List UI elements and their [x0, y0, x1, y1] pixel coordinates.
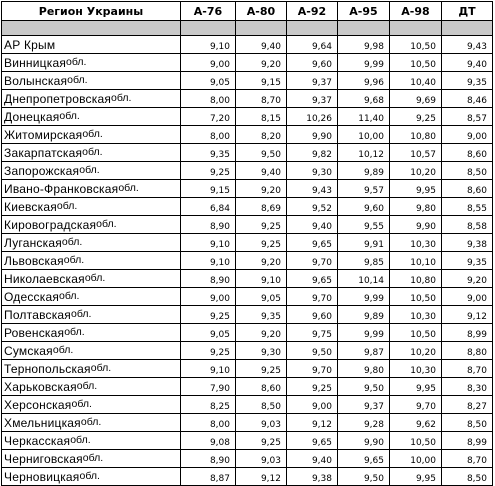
region-name: Луганская	[4, 235, 62, 250]
price-cell: 9,25	[236, 234, 287, 252]
price-cell: 9,25	[181, 306, 236, 324]
price-cell: 9,95	[390, 378, 442, 396]
region-cell	[2, 216, 181, 234]
price-cell: 9,00	[442, 288, 493, 306]
price-cell: 9,80	[390, 198, 442, 216]
price-cell: 8,87	[181, 468, 236, 486]
header-separator-row	[2, 21, 493, 36]
price-cell: 9,00	[442, 126, 493, 144]
price-cell: 9,65	[338, 450, 390, 468]
price-cell: 8,50	[442, 414, 493, 432]
price-cell: 8,57	[442, 108, 493, 126]
table-row	[2, 108, 493, 126]
region-cell	[2, 306, 181, 324]
region-suffix: обл.	[63, 253, 85, 266]
table-row	[2, 252, 493, 270]
price-cell: 10,20	[390, 162, 442, 180]
price-cell: 10,00	[338, 126, 390, 144]
price-cell: 9,00	[181, 54, 236, 72]
price-cell: 9,70	[287, 360, 338, 378]
price-cell: 9,05	[181, 72, 236, 90]
price-cell: 9,10	[181, 36, 236, 54]
price-cell: 9,40	[236, 36, 287, 54]
price-cell: 10,20	[390, 342, 442, 360]
table-row	[2, 126, 493, 144]
price-cell: 10,00	[390, 450, 442, 468]
price-cell: 9,40	[287, 450, 338, 468]
price-cell: 9,99	[338, 54, 390, 72]
region-suffix: обл.	[96, 217, 117, 230]
price-cell: 8,90	[181, 450, 236, 468]
price-cell: 8,69	[236, 198, 287, 216]
price-cell: 10,50	[390, 432, 442, 450]
region-cell	[2, 396, 181, 414]
price-cell: 9,57	[338, 180, 390, 198]
price-cell: 8,30	[442, 378, 493, 396]
price-cell: 10,14	[338, 270, 390, 288]
header-row	[2, 2, 493, 21]
price-cell: 8,46	[442, 90, 493, 108]
region-suffix: обл.	[71, 307, 92, 320]
price-cell: 9,37	[338, 396, 390, 414]
region-cell	[2, 270, 181, 288]
price-cell: 8,15	[236, 108, 287, 126]
table-row	[2, 162, 493, 180]
price-cell: 8,99	[442, 324, 493, 342]
price-cell: 9,62	[390, 414, 442, 432]
header-fuel-a76: А-76	[181, 2, 236, 21]
price-cell: 10,80	[390, 270, 442, 288]
header-fuel-a95: А-95	[338, 2, 390, 21]
price-cell: 9,90	[287, 126, 338, 144]
price-cell: 9,89	[338, 162, 390, 180]
price-cell: 9,10	[236, 270, 287, 288]
price-cell: 9,50	[338, 468, 390, 486]
price-cell: 9,10	[181, 252, 236, 270]
table-row	[2, 468, 493, 486]
price-cell: 9,35	[442, 252, 493, 270]
region-name: АР Крым	[4, 37, 56, 52]
price-cell: 9,43	[442, 36, 493, 54]
price-cell: 9,20	[442, 270, 493, 288]
region-suffix: обл.	[67, 73, 88, 86]
price-cell: 9,65	[287, 234, 338, 252]
table-row	[2, 432, 493, 450]
price-cell: 8,70	[442, 450, 493, 468]
price-cell: 8,50	[236, 396, 287, 414]
price-cell: 9,65	[287, 270, 338, 288]
region-name: Черновицкая	[4, 469, 80, 484]
price-cell: 8,50	[442, 468, 493, 486]
price-cell: 9,30	[287, 162, 338, 180]
region-suffix: обл.	[118, 181, 139, 194]
price-cell: 9,03	[236, 450, 287, 468]
region-suffix: обл.	[79, 469, 100, 482]
price-cell: 9,95	[390, 468, 442, 486]
price-cell: 9,40	[236, 162, 287, 180]
region-name: Ровенская	[4, 325, 65, 340]
price-cell: 9,80	[338, 360, 390, 378]
region-cell	[2, 360, 181, 378]
price-cell: 9,03	[236, 414, 287, 432]
region-suffix: обл.	[76, 379, 98, 392]
region-cell	[2, 162, 181, 180]
region-name: Донецкая	[4, 109, 60, 124]
region-suffix: обл.	[79, 163, 100, 176]
price-cell: 9,12	[236, 468, 287, 486]
table-row	[2, 216, 493, 234]
separator-cell	[181, 21, 236, 36]
region-cell	[2, 288, 181, 306]
header-fuel-a92: А-92	[287, 2, 338, 21]
region-suffix: обл.	[82, 127, 103, 140]
region-cell	[2, 54, 181, 72]
price-cell: 9,38	[287, 468, 338, 486]
region-name: Житомирская	[4, 127, 83, 142]
region-suffix: обл.	[84, 271, 106, 284]
table-row	[2, 54, 493, 72]
header-fuel-a80: А-80	[236, 2, 287, 21]
price-cell: 9,35	[181, 144, 236, 162]
price-cell: 9,85	[338, 252, 390, 270]
price-cell: 9,70	[287, 288, 338, 306]
table-row	[2, 414, 493, 432]
price-cell: 8,00	[181, 126, 236, 144]
region-cell	[2, 180, 181, 198]
region-name: Хмельницкая	[4, 415, 81, 430]
price-cell: 9,25	[236, 360, 287, 378]
price-cell: 8,80	[442, 342, 493, 360]
region-name: Николаевская	[4, 271, 85, 286]
price-cell: 9,28	[338, 414, 390, 432]
price-cell: 9,70	[287, 252, 338, 270]
region-cell	[2, 36, 181, 54]
price-cell: 9,50	[287, 342, 338, 360]
region-cell	[2, 234, 181, 252]
price-cell: 9,96	[338, 72, 390, 90]
header-fuel-diesel: ДТ	[442, 2, 493, 21]
region-name: Херсонская	[4, 397, 72, 412]
price-cell: 7,90	[181, 378, 236, 396]
price-cell: 8,00	[181, 414, 236, 432]
region-suffix: обл.	[111, 91, 132, 104]
price-cell: 9,40	[442, 54, 493, 72]
region-name: Волынская	[4, 73, 68, 88]
price-cell: 9,05	[181, 324, 236, 342]
price-cell: 8,20	[236, 126, 287, 144]
price-cell: 9,43	[287, 180, 338, 198]
price-cell: 9,05	[236, 288, 287, 306]
price-cell: 9,37	[287, 90, 338, 108]
price-cell: 9,20	[236, 324, 287, 342]
region-name: Сумская	[4, 343, 53, 358]
fuel-price-table-container	[1, 1, 493, 486]
price-cell: 6,84	[181, 198, 236, 216]
price-cell: 9,10	[181, 360, 236, 378]
price-cell: 10,12	[338, 144, 390, 162]
price-cell: 9,30	[236, 342, 287, 360]
price-cell: 9,99	[338, 288, 390, 306]
price-cell: 9,15	[236, 72, 287, 90]
price-cell: 10,50	[390, 324, 442, 342]
price-cell: 7,20	[181, 108, 236, 126]
region-suffix: обл.	[66, 55, 87, 68]
price-cell: 9,87	[338, 342, 390, 360]
separator-cell	[236, 21, 287, 36]
price-cell: 10,26	[287, 108, 338, 126]
price-cell: 9,20	[236, 54, 287, 72]
region-suffix: обл.	[82, 451, 104, 464]
price-cell: 8,27	[442, 396, 493, 414]
price-cell: 9,12	[442, 306, 493, 324]
price-cell: 11,40	[338, 108, 390, 126]
price-cell: 8,70	[236, 90, 287, 108]
price-cell: 9,35	[236, 306, 287, 324]
price-cell: 9,38	[442, 234, 493, 252]
region-name: Черниговская	[4, 451, 83, 466]
separator-cell	[2, 21, 181, 36]
price-cell: 8,00	[181, 90, 236, 108]
region-name: Кировоградская	[4, 217, 97, 232]
region-name: Львовская	[4, 253, 64, 268]
price-cell: 10,10	[390, 252, 442, 270]
price-cell: 9,10	[181, 234, 236, 252]
price-cell: 9,20	[236, 252, 287, 270]
price-cell: 9,60	[287, 306, 338, 324]
region-cell	[2, 378, 181, 396]
price-cell: 9,35	[442, 72, 493, 90]
price-cell: 9,50	[338, 378, 390, 396]
price-cell: 9,95	[390, 180, 442, 198]
price-cell: 9,50	[236, 144, 287, 162]
price-cell: 9,40	[287, 216, 338, 234]
region-suffix: обл.	[59, 289, 80, 302]
price-cell: 10,50	[390, 288, 442, 306]
price-cell: 10,57	[390, 144, 442, 162]
region-name: Полтавская	[4, 307, 71, 322]
region-name: Харьковская	[4, 379, 77, 394]
table-row	[2, 180, 493, 198]
region-cell	[2, 198, 181, 216]
region-suffix: обл.	[90, 361, 112, 374]
price-cell: 9,08	[181, 432, 236, 450]
price-cell: 9,60	[338, 198, 390, 216]
separator-cell	[338, 21, 390, 36]
price-cell: 10,30	[390, 234, 442, 252]
price-cell: 9,70	[390, 396, 442, 414]
separator-cell	[442, 21, 493, 36]
price-cell: 9,25	[236, 216, 287, 234]
price-cell: 9,99	[338, 324, 390, 342]
region-name: Ивано-Франковская	[4, 181, 119, 196]
table-row	[2, 324, 493, 342]
price-cell: 8,58	[442, 216, 493, 234]
table-row	[2, 288, 493, 306]
fuel-price-table	[1, 1, 493, 486]
region-cell	[2, 450, 181, 468]
table-row	[2, 360, 493, 378]
price-cell: 9,25	[287, 378, 338, 396]
region-cell	[2, 90, 181, 108]
price-cell: 8,50	[442, 162, 493, 180]
table-row	[2, 90, 493, 108]
table-row	[2, 36, 493, 54]
region-name: Закарпатская	[4, 145, 83, 160]
region-suffix: обл.	[80, 415, 102, 428]
price-cell: 8,55	[442, 198, 493, 216]
price-cell: 10,50	[390, 36, 442, 54]
price-cell: 9,64	[287, 36, 338, 54]
region-suffix: обл.	[59, 109, 80, 122]
table-row	[2, 198, 493, 216]
region-suffix: обл.	[70, 433, 91, 446]
price-cell: 9,68	[338, 90, 390, 108]
region-suffix: обл.	[82, 145, 103, 158]
table-row	[2, 306, 493, 324]
table-row	[2, 342, 493, 360]
price-cell: 10,80	[390, 126, 442, 144]
price-cell: 9,55	[338, 216, 390, 234]
price-cell: 10,50	[390, 54, 442, 72]
region-cell	[2, 468, 181, 486]
header-fuel-a98: А-98	[390, 2, 442, 21]
region-suffix: обл.	[61, 235, 83, 248]
table-row	[2, 234, 493, 252]
price-cell: 8,99	[442, 432, 493, 450]
price-cell: 8,60	[236, 378, 287, 396]
price-cell: 9,60	[287, 54, 338, 72]
region-cell	[2, 414, 181, 432]
region-name: Тернопольская	[4, 361, 91, 376]
price-cell: 10,40	[390, 72, 442, 90]
region-cell	[2, 324, 181, 342]
price-cell: 8,90	[181, 270, 236, 288]
region-name: Днепропетровская	[4, 91, 112, 106]
table-row	[2, 72, 493, 90]
region-name: Киевская	[4, 199, 57, 214]
price-cell: 9,00	[181, 288, 236, 306]
table-row	[2, 450, 493, 468]
region-cell	[2, 126, 181, 144]
price-cell: 10,30	[390, 306, 442, 324]
price-cell: 9,00	[287, 396, 338, 414]
table-row	[2, 144, 493, 162]
price-cell: 8,60	[442, 144, 493, 162]
price-cell: 9,25	[181, 342, 236, 360]
region-name: Черкасская	[4, 433, 71, 448]
table-row	[2, 270, 493, 288]
price-cell: 9,89	[338, 306, 390, 324]
region-cell	[2, 342, 181, 360]
price-cell: 9,25	[181, 162, 236, 180]
price-cell: 9,25	[390, 108, 442, 126]
price-cell: 9,75	[287, 324, 338, 342]
region-suffix: обл.	[52, 343, 74, 356]
region-name: Винницкая	[4, 55, 67, 70]
price-cell: 9,20	[236, 180, 287, 198]
price-cell: 9,25	[236, 432, 287, 450]
price-cell: 9,98	[338, 36, 390, 54]
region-cell	[2, 432, 181, 450]
separator-cell	[287, 21, 338, 36]
region-name: Одесская	[4, 289, 60, 304]
region-cell	[2, 144, 181, 162]
price-cell: 9,69	[390, 90, 442, 108]
price-cell: 9,52	[287, 198, 338, 216]
price-cell: 9,90	[338, 432, 390, 450]
table-row	[2, 396, 493, 414]
region-name: Запорожская	[4, 163, 80, 178]
header-region: Регион Украины	[2, 2, 181, 21]
price-cell: 9,90	[390, 216, 442, 234]
region-cell	[2, 252, 181, 270]
price-cell: 9,12	[287, 414, 338, 432]
price-cell: 8,60	[442, 180, 493, 198]
price-cell: 10,30	[390, 360, 442, 378]
price-cell: 8,90	[181, 216, 236, 234]
price-cell: 8,70	[442, 360, 493, 378]
region-cell	[2, 72, 181, 90]
table-row	[2, 378, 493, 396]
region-suffix: обл.	[71, 397, 92, 410]
region-cell	[2, 108, 181, 126]
price-cell: 9,15	[181, 180, 236, 198]
separator-cell	[390, 21, 442, 36]
price-cell: 9,91	[338, 234, 390, 252]
price-cell: 9,82	[287, 144, 338, 162]
price-cell: 9,37	[287, 72, 338, 90]
price-cell: 8,25	[181, 396, 236, 414]
region-suffix: обл.	[56, 199, 78, 212]
price-cell: 9,65	[287, 432, 338, 450]
region-suffix: обл.	[64, 325, 85, 338]
